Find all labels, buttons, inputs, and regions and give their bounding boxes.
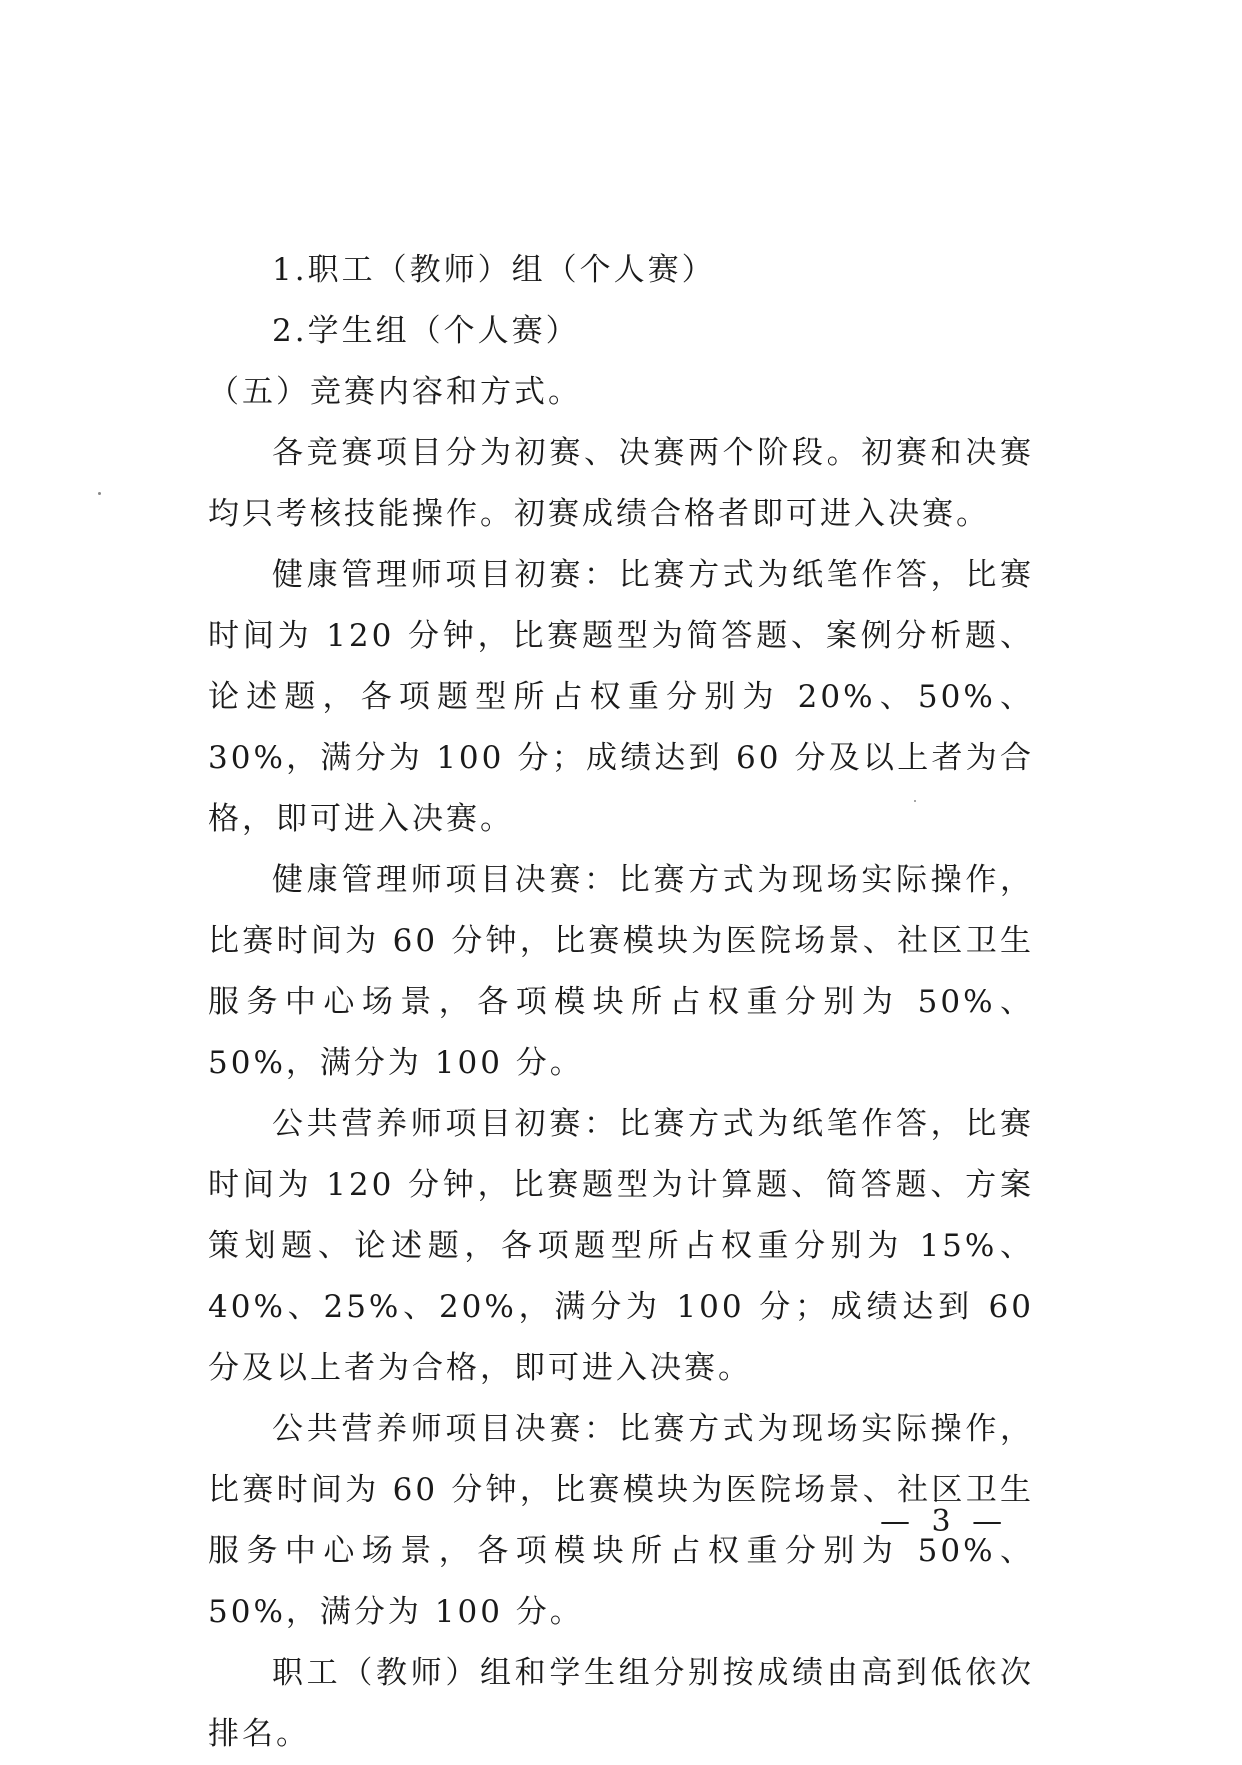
list-item-student-group: 2.学生组（个人赛）	[272, 313, 580, 349]
paragraph-nutritionist-final: 公共营养师项目决赛：比赛方式为现场实际操作，比赛时间为 60 分钟，比赛模块为医院场景、社区卫生服务中心场景，各项模块所占权重分别为 50%、50%，满分为 100 分。	[208, 1411, 1034, 1630]
page-number: — 3 —	[880, 1504, 1009, 1539]
paragraph-stages: 各竞赛项目分为初赛、决赛两个阶段。初赛和决赛均只考核技能操作。初赛成绩合格者即可进入决赛。	[208, 435, 1034, 532]
list-item-staff-group: 1.职工（教师）组（个人赛）	[272, 252, 716, 288]
scan-speck	[914, 800, 916, 802]
scan-speck	[98, 492, 101, 495]
paragraph-ranking: 职工（教师）组和学生组分别按成绩由高到低依次排名。	[208, 1655, 1034, 1752]
paragraph-health-manager-final: 健康管理师项目决赛：比赛方式为现场实际操作，比赛时间为 60 分钟，比赛模块为医院场景、社区卫生服务中心场景，各项模块所占权重分别为 50%、50%，满分为 100 分。	[208, 862, 1034, 1081]
section-heading: （五）竞赛内容和方式。	[208, 374, 582, 410]
paragraph-nutritionist-preliminary: 公共营养师项目初赛：比赛方式为纸笔作答，比赛时间为 120 分钟，比赛题型为计算题、简答题、方案策划题、论述题，各项题型所占权重分别为 15%、40%、25%、20%，满分为 100 分；成绩达到 60 分及以上者为合格，即可进入决赛。	[208, 1106, 1034, 1386]
paragraph-health-manager-preliminary: 健康管理师项目初赛：比赛方式为纸笔作答，比赛时间为 120 分钟，比赛题型为简答题、案例分析题、论述题，各项题型所占权重分别为 20%、50%、30%，满分为 100 分；成绩达到 60 分及以上者为合格，即可进入决赛。	[208, 557, 1034, 837]
